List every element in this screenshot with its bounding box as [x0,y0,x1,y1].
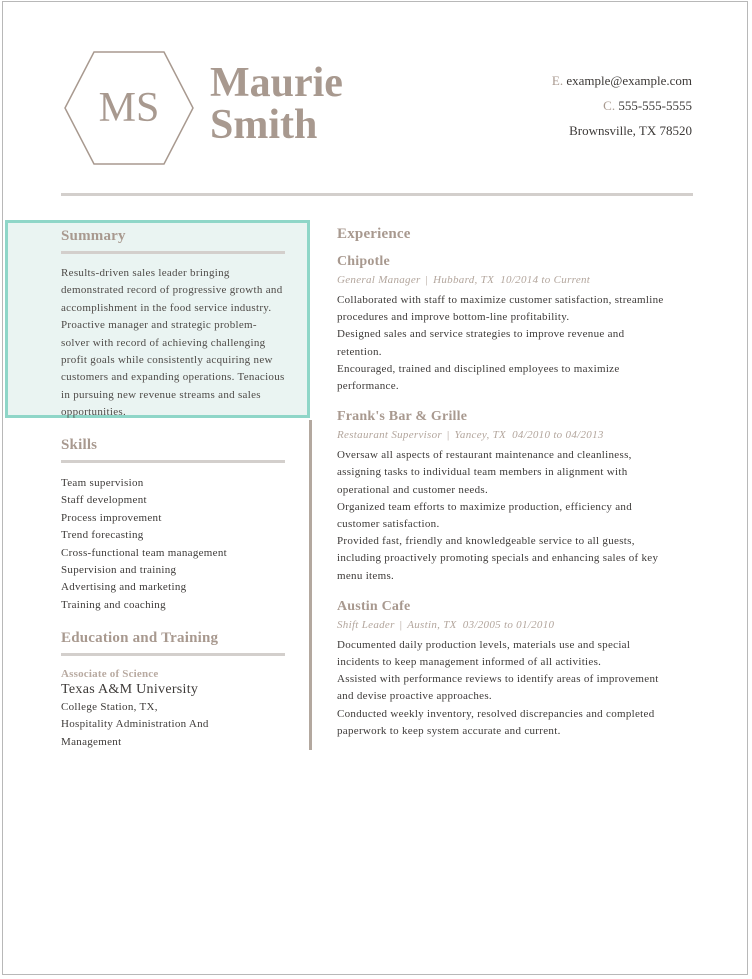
job-bullet-line: incidents to keep management informed of all activities. [337,656,602,669]
job-meta: Restaurant Supervisor | Yancey, TX 04/2010 to 04/2013 [337,429,604,442]
job-dates: 04/2010 to 04/2013 [512,429,604,442]
job-bullet-line: paperwork to keep system accurate and current. [337,724,561,737]
contact-block [552,68,692,143]
skill-item: Supervision and training [61,564,177,577]
experience-section [337,226,697,740]
summary-title: Summary [61,228,126,244]
job-bullets [337,292,697,395]
skills-title: Skills [61,437,98,453]
job-bullet-line: Conducted weekly inventory, resolved discrepancies and completed [337,707,655,720]
job-bullet-line: procedures and improve bottom-line profitability. [337,311,570,324]
job-role: Restaurant Supervisor [337,429,442,442]
candidate-name [210,62,343,146]
summary-text: Results-driven sales leader bringing demonstrated record of progressive growth and accomplishment in the food service industry. Proactive manager and strategic problem-solver with record of achieving challenging profit goals while consistently acquiring new customers and expanding operations. Tenacious in pursuing new revenue streams and sales opportunities. [61,267,285,419]
job-bullet-line: customer satisfaction. [337,518,440,531]
phone-value[interactable]: 555-555-5555 [618,98,692,113]
job-bullet-line: menu items. [337,569,395,582]
monogram-logo [63,50,195,166]
job-meta: General Manager | Hubbard, TX 10/2014 to Current [337,274,591,286]
education-title: Education and Training [61,630,219,646]
email-label: E. [551,73,564,88]
job-meta: Shift Leader | Austin, TX 03/2005 to 01/2010 [337,618,555,631]
summary-rule [61,251,285,254]
job-dates: 03/2005 to 01/2010 [462,618,555,631]
column-divider [309,420,312,750]
skill-item: Cross-functional team management [61,546,227,559]
education-field-line1: Hospitality Administration And [61,718,209,731]
job-bullet-line: performance. [337,380,399,393]
email-value[interactable]: example@example.com [566,73,692,88]
job-company: Austin Cafe [337,598,411,614]
job-bullets [337,637,697,740]
phone-line [552,93,692,118]
job-role: Shift Leader [337,618,395,631]
job-entry [337,254,697,395]
job-bullet-line: Encouraged, trained and disciplined employees to maximize [337,362,620,375]
monogram-initials: MS [98,85,160,131]
education-location: College Station, TX, [61,701,158,713]
skill-item: Process improvement [61,511,162,524]
job-location: Austin, TX [407,618,457,631]
job-dates: 10/2014 to Current [500,274,591,286]
job-bullet-line: Collaborated with staff to maximize customer satisfaction, streamline [337,294,664,306]
job-company: Frank's Bar & Grille [337,409,468,425]
job-bullet-line: Provided fast, friendly and knowledgeable service to all guests, [337,535,635,548]
skill-item: Training and coaching [61,598,166,611]
experience-title: Experience [337,226,411,242]
email-line [552,68,692,93]
skill-item: Team supervision [61,477,144,489]
summary-section [61,228,285,422]
job-company: Chipotle [337,254,390,269]
job-bullet-line: Documented daily production levels, materials use and special [337,638,631,651]
resume-page [2,1,748,975]
education-rule [61,653,285,656]
job-bullet-line: Assisted with performance reviews to identify areas of improvement [337,673,659,686]
job-location: Hubbard, TX [433,274,495,286]
education-school: Texas A&M University [61,682,199,697]
job-entry [337,409,697,585]
first-name: Maurie [210,60,343,106]
skill-item: Advertising and marketing [61,581,187,594]
skills-section [61,437,285,614]
skills-rule [61,460,285,463]
job-role: General Manager [337,274,421,286]
job-bullet-line: including proactively promoting specials and enhancing sales of key [337,552,659,565]
location-line: Brownsville, TX 78520 [569,123,692,138]
job-bullet-line: Oversaw all aspects of restaurant maintenance and cleanliness, [337,449,632,462]
job-entry [337,599,697,740]
education-degree: Associate of Science [61,668,159,680]
job-bullets [337,447,697,585]
last-name: Smith [210,102,318,148]
job-location: Yancey, TX [454,429,507,442]
job-bullet-line: retention. [337,345,382,358]
job-bullet-line: operational and customer needs. [337,483,489,496]
skill-item: Staff development [61,494,147,507]
skills-list [61,475,285,614]
phone-label: C. [603,98,616,113]
job-bullet-line: Designed sales and service strategies to improve revenue and [337,328,625,341]
job-bullet-line: and devise proactive approaches. [337,690,492,703]
header-divider [61,193,693,196]
skill-item: Trend forecasting [61,529,144,542]
job-bullet-line: Organized team efforts to maximize production, efficiency and [337,500,633,513]
job-bullet-line: assigning tasks to individual team members in alignment with [337,466,628,479]
education-section [61,630,285,751]
education-field-line2: Management [61,735,122,748]
